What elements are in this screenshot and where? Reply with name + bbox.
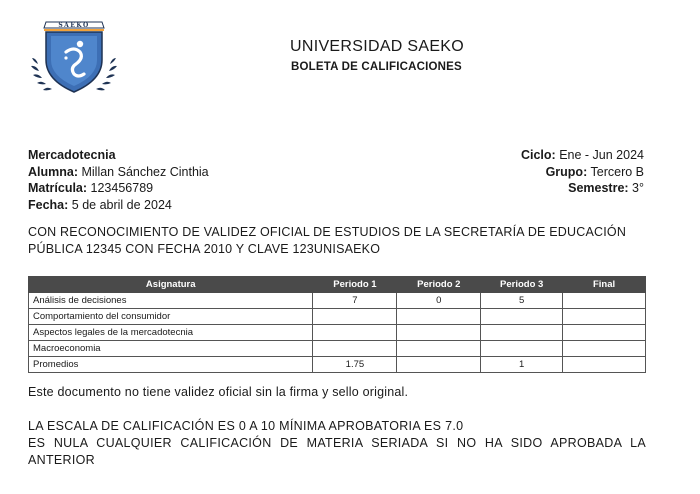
grade-cell <box>563 325 646 341</box>
validity-note: Este documento no tiene validez oficial sin la firma y sello original. <box>28 385 409 399</box>
grade-cell <box>397 341 481 357</box>
seriation-line: ES NULA CUALQUIER CALIFICACIÓN DE MATERIA SERIADA SI NO HA SIDO APROBADA LA ANTERIOR <box>28 436 646 467</box>
grade-cell <box>313 309 397 325</box>
table-row <box>29 293 646 309</box>
document-title: BOLETA DE CALIFICACIONES <box>291 61 462 73</box>
grade-cell: 7 <box>313 293 397 309</box>
matricula-value: 123456789 <box>90 181 154 196</box>
grading-scale <box>28 418 646 469</box>
grade-cell: 5 <box>481 293 563 309</box>
grade-cell <box>563 293 646 309</box>
fecha-label: Fecha: <box>28 197 69 212</box>
subject-cell: Macroeconomia <box>29 341 313 357</box>
grade-cell <box>481 309 563 325</box>
average-cell: 1.75 <box>313 357 397 373</box>
alumna-label: Alumna: <box>28 164 78 179</box>
alumna-value: Millan Sánchez Cinthia <box>81 164 209 179</box>
averages-label: Promedios <box>29 357 313 373</box>
university-shield-logo <box>24 12 124 102</box>
semestre-value: 3° <box>632 181 644 196</box>
subject-cell: Aspectos legales de la mercadotecnia <box>29 325 313 341</box>
grade-cell <box>481 341 563 357</box>
column-header: Periodo 3 <box>481 277 563 293</box>
grupo-value: Tercero B <box>590 164 644 179</box>
ciclo-label: Ciclo: <box>520 148 556 162</box>
subject-cell: Comportamiento del consumidor <box>29 309 313 325</box>
subject-cell: Análisis de decisiones <box>29 293 313 309</box>
column-header: Periodo 1 <box>313 277 397 293</box>
grade-cell <box>397 309 481 325</box>
matricula-label: Matrícula: <box>28 181 88 196</box>
fecha-value: 5 de abril de 2024 <box>71 197 172 212</box>
column-header: Asignatura <box>29 277 313 293</box>
grade-cell: 0 <box>397 293 481 309</box>
recognition-statement: CON RECONOCIMIENTO DE VALIDEZ OFICIAL DE ESTUDIOS DE LA SECRETARÍA DE EDUCACIÓN PÚBLICA 12345 CON FECHA 2010 Y CLAVE 123UNISAEKO <box>28 225 627 256</box>
student-info <box>28 147 209 213</box>
semestre-label: Semestre: <box>568 181 629 196</box>
grade-cell <box>481 325 563 341</box>
table-row <box>29 341 646 357</box>
grade-cell <box>563 309 646 325</box>
grades-table <box>28 276 646 373</box>
cycle-info <box>521 147 644 197</box>
table-row <box>29 309 646 325</box>
grade-cell <box>313 341 397 357</box>
average-cell <box>563 357 646 373</box>
scale-line: LA ESCALA DE CALIFICACIÓN ES 0 A 10 MÍNIMA APROBATORIA ES 7.0 <box>28 419 464 433</box>
table-header-row <box>29 277 646 293</box>
column-header: Final <box>563 277 646 293</box>
average-cell <box>397 357 481 373</box>
table-row <box>29 325 646 341</box>
ciclo-value: Ene - Jun 2024 <box>559 148 644 162</box>
averages-row <box>29 357 646 373</box>
grade-cell <box>397 325 481 341</box>
university-name: UNIVERSIDAD SAEKO <box>290 38 465 55</box>
logo-text: SAEKO <box>58 22 90 29</box>
average-cell: 1 <box>481 357 563 373</box>
grupo-label: Grupo: <box>545 164 588 179</box>
program-name: Mercadotecnia <box>28 148 116 162</box>
grade-cell <box>563 341 646 357</box>
column-header: Periodo 2 <box>397 277 481 293</box>
grade-cell <box>313 325 397 341</box>
